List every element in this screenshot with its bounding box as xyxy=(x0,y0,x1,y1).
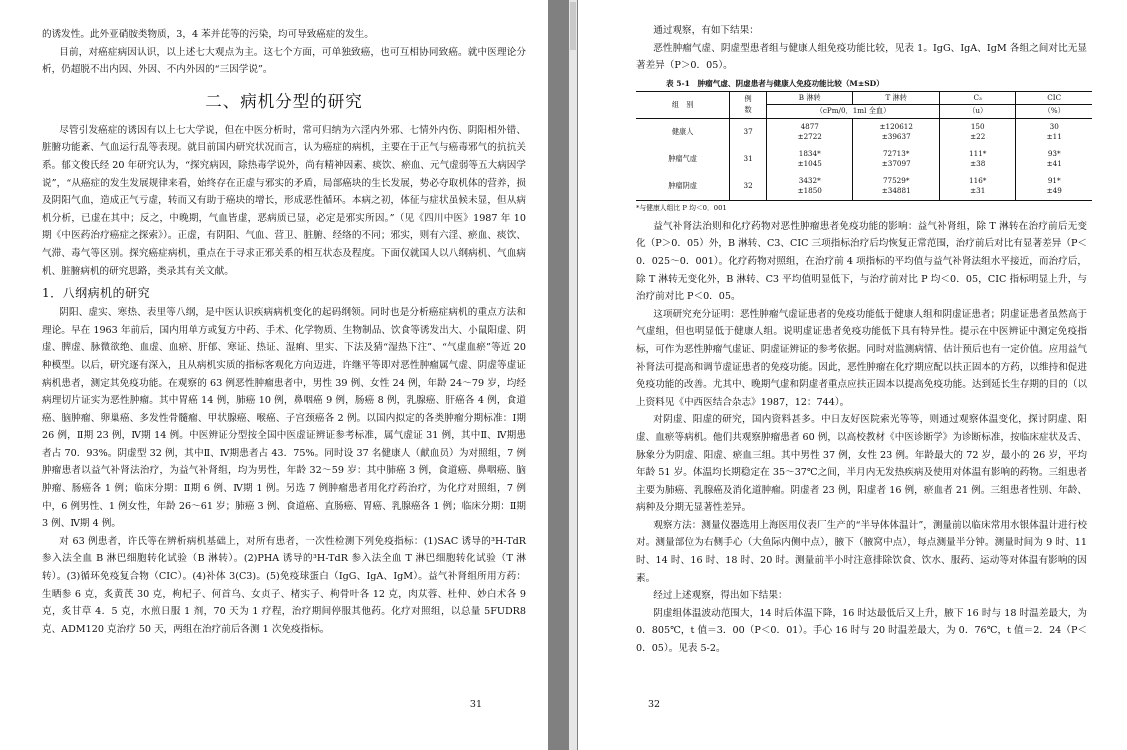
paragraph: 观察方法：测量仪器选用上海医用仪表厂生产的“半导体体温计”，测量前以临床常用水银体温计进行校对。测量部位为右侧手心（大鱼际内侧中点），腋下（腋窝中点），每点测量半分钟。测量时间为 9 时、11 时、14 时、16 时、18 时、20 时。测量前半小时注意排除饮食、饮水、服药、运动等对体温有影响的因素。 xyxy=(636,519,1087,584)
cell-c3: 111* ±38 xyxy=(939,146,1015,173)
cell-n: 37 xyxy=(730,118,767,146)
paragraph: 尽管引发癌症的诱因有以上七大学说，但在中医分析时，常可归纳为六淫内外邪、七情外内伤、阴阳相外错、脏腑功能紊、气血运行乱等表现。就目前国内研究状况而言，认为癌症的病机，主要在于正气与癌毒邪气的抗抗关系。郁文俊氏经 20 年研究认为，“探究病因，除热毒学说外，尚有精神因素、痰饮、瘀血、元气虚弱等五大病因学说”，“从癌症的发生发展规律来看，始终存在正虚与邪实的矛盾，局部癌块的生长发展，势必夺取机体的营养，损及阴阳气血，造成正气亏虚，转而又有助于癌块的增长，形成恶性循环。本病之初，体征与症状虽候未显，但从病机分析，已虚在其中；反之，中晚期，气血皆虚，恶病质已显，必定是邪实所因。”（见《四川中医》1987 年 10 期《中医药治疗癌症之探索》）。正虚，有阴阳、气血、营卫、脏腑、经络的不同；邪实，则有六淫、瘀血、痰饮、气滞、毒气等区别。探究癌症病机，重点在于寻求正邪关系的相互状态及程度。下面仅就国人以八纲病机、气血病机、脏腑病机的研究思路，类录其有关文献。 xyxy=(42,124,526,277)
left-page xyxy=(0,0,548,750)
subsection-title: 1．八纲病机的研究 xyxy=(42,286,151,301)
cell-t: 77529* ±34881 xyxy=(853,173,940,201)
scrollbar[interactable] xyxy=(569,0,577,750)
data-table xyxy=(636,91,1092,201)
header-group: 组 别 xyxy=(636,91,730,118)
table-row xyxy=(636,146,1092,173)
cell-t: 72713* ±37097 xyxy=(853,146,940,173)
paragraph: 益气补肾法治则和化疗药物对恶性肿瘤患者免疫功能的影响：益气补肾组，除 T 淋转在治疗前后无变化（P＞0．05）外，B 淋转、C3、CIC 三项指标治疗后均恢复正常范围，治疗前后对比有显著差异（P＜0．025～0．001）。化疗药物对照组，在治疗前 4 项指标的平均值与益气补肾法组水平接近，而治疗后，除 T 淋转无变化外，B 淋转、C3 平均值明显低下，与治疗前对比 P 均＜0．05，CIC 指标明显上升，与治疗前对比 P＜0．05。 xyxy=(636,220,1087,303)
unit-bt: （cPm/0．1ml 全血） xyxy=(767,105,940,119)
table-row xyxy=(636,173,1092,201)
cell-cic: 30 ±11 xyxy=(1016,118,1092,146)
paragraph: 对阴虚、阳虚的研究，国内资料甚多。中日友好医院索光等等，则通过观察体温变化，探讨阴虚、阳虚、血瘀等病机。他们共观察肿瘤患者 60 例，以高校教材《中医诊断学》为诊断标准，按临床症状及舌、脉象分为阴虚、阳虚、瘀血三组。其中男性 37 例，女性 23 例。年龄最大的 72 岁，最小的 26 岁，平均年龄 51 岁。体温均长期稳定在 35～37℃之间，半月内无发热疾病及使用对体温有影响的药物。三组患者主要为肺癌、乳腺癌及消化道肿瘤。阴虚者 23 例，阳虚者 16 例，瘀血者 21 例。三组患者性别、年龄、病种及分期无显著性差异。 xyxy=(636,414,1087,514)
cell-b: 4877 ±2722 xyxy=(767,118,853,146)
cell-b: 3432* ±1850 xyxy=(767,173,853,201)
cell-c3: 150 ±22 xyxy=(939,118,1015,146)
right-page xyxy=(578,0,1127,750)
unit-cic: （%） xyxy=(1016,105,1092,119)
cell-cic: 93* ±41 xyxy=(1016,146,1092,173)
cell-cic: 91* ±49 xyxy=(1016,173,1092,201)
header-cic: CIC xyxy=(1016,91,1092,105)
paragraph: 对 63 例患者，许氏等在辨析病机基础上，对所有患者，一次性检测下列免疫指标：(1)SAC 诱导的³H-TdR 参入法全血 B 淋巴细胞转化试验（B 淋转）。(2)PHA 诱导的³H-TdR 参入法全血 T 淋巴细胞转化试验（T 淋转）。(3)循环免疫复合物（CIC）。(4)补体 3(C3)。(5)免疫球蛋白（IgG、IgA、IgM）。益气补肾组所用方药：生晒参 6 克，炙黄芪 30 克，枸杞子、何首乌、女贞子、楮实子、枸骨叶各 12 克，肉苁蓉、杜仲、妙白术各 9 克，炙甘草 4．5 克，水煎日服 1 剂，70 天为 1 疗程，治疗期间停服其他药。化疗对照组，以总量 5FUDR8 克、ADM120 克治疗 50 天，两组在治疗前后各测 1 次免疫指标。 xyxy=(42,535,526,635)
header-count: 例 数 xyxy=(730,91,767,118)
paragraph: 阴阳、虚实、寒热、表里等八纲，是中医认识疾病病机变化的起码纲领。同时也是分析癌症病机的重点方法和理论。早在 1963 年前后，国内用单方或复方中药、手术、化学物质、生物制品、饮食等诱发出大、小鼠阳虚、阴虚、脾虚、脉微欲绝、血虚、血瘀、肝郁、寒证、热证、湿痢、里实、下法及猜“湿热下注”、“气虚血瘀”等近 20 种模型。以后，研究逐有深入，且从病机实质的指标客观化方向迈进，许继平等即对恶性肿瘤属气虚、阴虚等虚证病机患者，测定其免疫功能。在观察的 63 例恶性肿瘤患者中，男性 39 例、女性 24 例，年龄 24～79 岁，均经病理切片证实为恶性肿瘤。其中胃癌 14 例，肺癌 10 例，鼻咽癌 9 例，肠癌 8 例，乳腺癌、肝癌各 4 例，食道癌、脑肿瘤、卵巢癌、多发性骨髓瘤、甲状腺癌、喉癌、子宫颈癌各 2 例。以国内拟定的各类肿瘤分期标准：Ⅰ期 26 例，Ⅱ期 23 例，Ⅳ期 14 例。中医辨证分型按全国中医虚证辨证参考标准，属气虚证 31 例，其中Ⅱ、Ⅳ期患者占 70．93%。阴虚型 32 例，其中Ⅱ、Ⅳ期患者占 43．75%。同时设 37 名健康人（献血员）为对照组，7 例肿瘤患者以益气补肾法治疗，为益气补肾组，均为男性，年龄 32～59 岁：其中肺癌 3 例，食道癌、鼻咽癌、脑肿瘤、肠癌各 1 例；临床分期：Ⅱ期 6 例、Ⅳ期 1 例。另选 7 例肿瘤患者用化疗药治疗，为化疗对照组，7 例中，6 例男性、1 例女性，年龄 26～61 岁；肺癌 3 例、食道癌、直肠癌、胃癌、乳腺癌各 1 例；临床分期：Ⅱ期 3 例、Ⅳ期 4 例。 xyxy=(42,307,526,530)
cell-b: 1834* ±1045 xyxy=(767,146,853,173)
header-t: T 淋转 xyxy=(853,91,940,105)
paragraph: 恶性肿瘤气虚、阴虚型患者组与健康人组免疫功能比较，见表 1。IgG、IgA、IgM 各组之间对比无显著差异（P＞0．05）。 xyxy=(636,42,1087,72)
scrollbar-thumb[interactable] xyxy=(570,2,576,50)
cell-group: 肿瘤阴虚 xyxy=(636,173,730,201)
cell-n: 32 xyxy=(730,173,767,201)
page-number: 32 xyxy=(648,699,661,710)
paragraph: 经过上述观察，得出如下结果： xyxy=(653,590,788,602)
cell-group: 健康人 xyxy=(636,118,730,146)
paragraph: 阴虚组体温波动范围大，14 时后体温下降，16 时达最低后又上升，腋下 16 时与 18 时温差最大，为 0．805℃，t 值＝3．00（P＜0．01）。手心 16 时与 20 时温差最大，为 0．76℃，t 值＝2．24（P＜0．05）。见表 5-2。 xyxy=(636,607,1087,655)
cell-c3: 116* ±31 xyxy=(939,173,1015,201)
header-c3: C₃ xyxy=(939,91,1015,105)
table-note: *与健康人组比 P 均＜0．001 xyxy=(636,203,727,212)
paragraph: 目前，对癌症病因认识，以上述七大观点为主。这七个方面，可单独致癌，也可互相协同致癌。就中医理论分析，仍超脱不出内因、外因、不内外因的“三因学说”。 xyxy=(42,46,526,76)
unit-c3: （u） xyxy=(939,105,1015,119)
table-row xyxy=(636,118,1092,146)
cell-t: ±120612 ±39637 xyxy=(853,118,940,146)
page-number: 31 xyxy=(469,699,482,710)
paragraph: 的诱发性。此外亚硝胺类物质，3，4 苯并芘等的污染，均可导致癌症的发生。 xyxy=(42,29,374,40)
paragraph: 通过观察，有如下结果： xyxy=(653,25,759,36)
section-title: 二、病机分型的研究 xyxy=(205,91,363,111)
cell-group: 肿瘤气虚 xyxy=(668,154,697,164)
cell-n: 31 xyxy=(730,146,767,173)
table-caption: 表 5-1 肿瘤气虚、阴虚患者与健康人免疫功能比较（M±SD） xyxy=(666,78,884,88)
header-b: B 淋转 xyxy=(767,91,853,105)
paragraph: 这项研究充分证明：恶性肿瘤气虚证患者的免疫功能低于健康人组和阴虚证患者；阴虚证患者虽然高于气虚组，但也明显低于健康人组。说明虚证患者免疫功能低下具有特异性。提示在中医辨证中测定免疫指标，可作为恶性肿瘤气虚证、阴虚证辨证的参考依据。同时对监测病情、估计预后也有一定价值。应用益气补肾法可提高和调节虚证患者的免疫功能。因此，恶性肿瘤在化疗期应配以扶正固本的方药，以维持和促进免疫功能的改善。尤其中、晚期气虚和阴虚者重点应扶正固本以提高免疫功能。达到延长生存期的目的（以上资料见《中西医结合杂志》1987，12：744）。 xyxy=(636,308,1087,408)
